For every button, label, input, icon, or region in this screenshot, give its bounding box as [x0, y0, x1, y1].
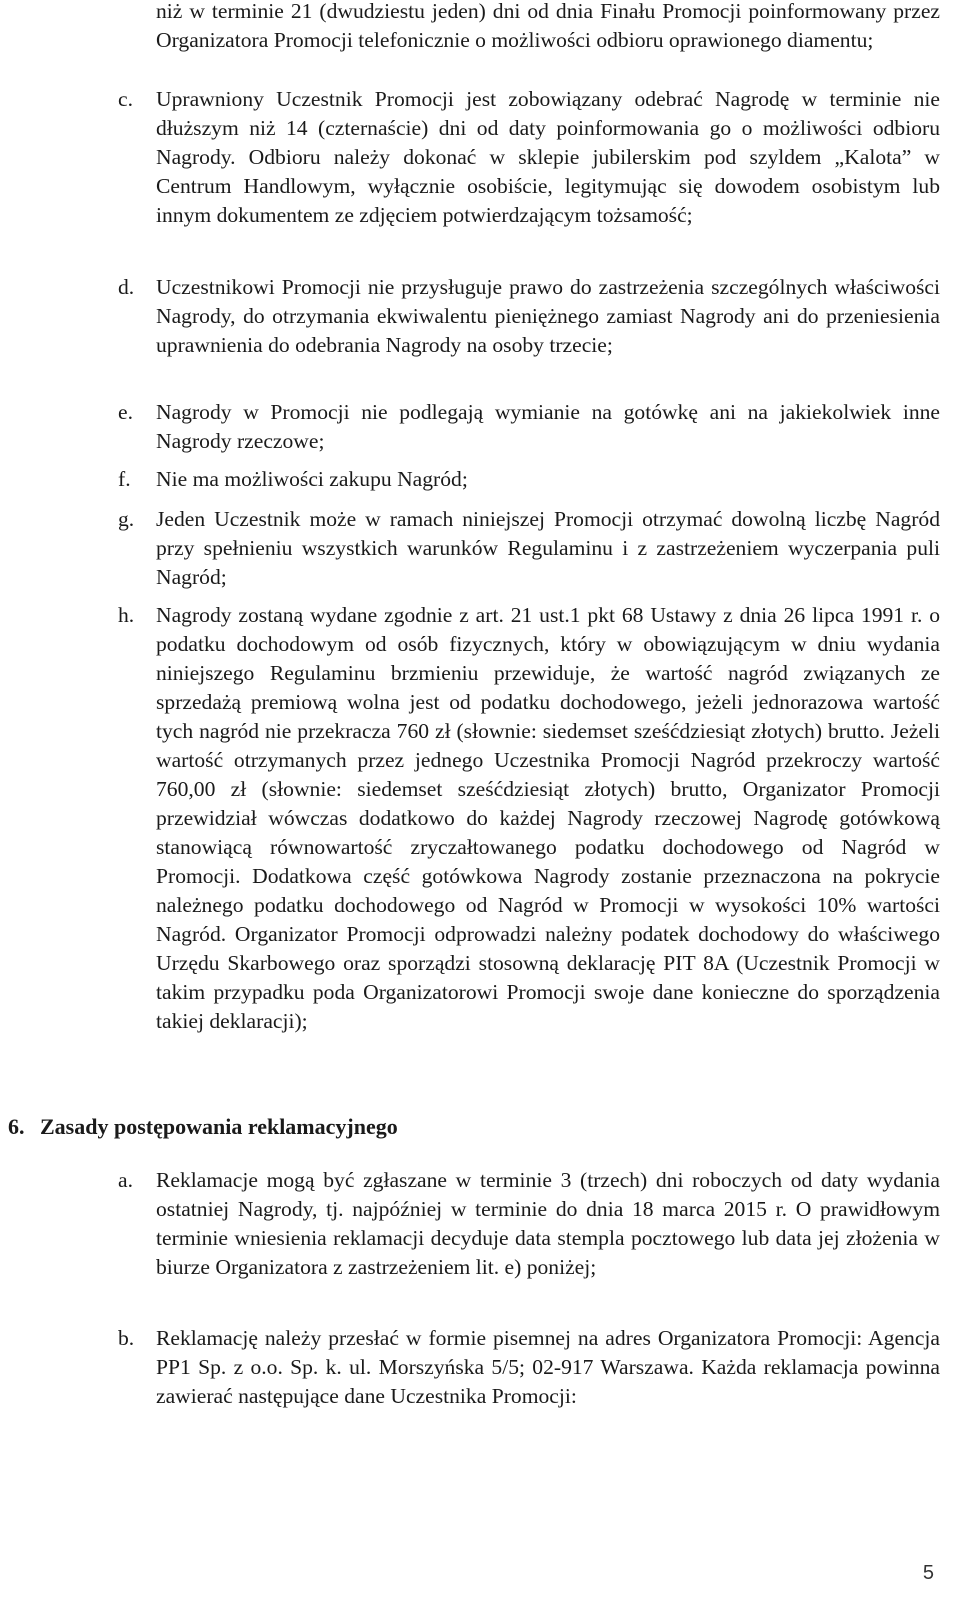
- list-item-f: [118, 465, 940, 494]
- list-marker: h.: [118, 603, 135, 627]
- list-item-text: Reklamacje mogą być zgłaszane w terminie 3 (trzech) dni roboczych od daty wydania ostatniej Nagrody, tj. najpóźniej w terminie do dnia 18 marca 2015 r. O prawidłowym terminie wniesienia reklamacji decyduje data stempla pocztowego lub data jej złożenia w biurze Organizatora z zastrzeżeniem lit. e) poniżej;: [156, 1168, 940, 1279]
- list-marker: e.: [118, 400, 133, 424]
- list-item-g: [118, 505, 940, 592]
- list-item-text: Nie ma możliwości zakupu Nagród;: [156, 467, 468, 491]
- list-item-text: Nagrody w Promocji nie podlegają wymianie na gotówkę ani na jakiekolwiek inne Nagrody rzeczowe;: [156, 400, 940, 453]
- section-item-a: [118, 1166, 940, 1282]
- list-item-text: Uprawniony Uczestnik Promocji jest zobowiązany odebrać Nagrodę w terminie nie dłuższym niż 14 (czternaście) dni od daty poinformowania go o możliwości odbioru Nagrody. Odbioru należy dokonać w sklepie jubilerskim pod szyldem „Kalota” w Centrum Handlowym, wyłącznie osobiście, legitymując się dowodem osobistym lub innym dokumentem ze zdjęciem potwierdzającym tożsamość;: [156, 87, 940, 227]
- section-title: Zasady postępowania reklamacyjnego: [40, 1114, 398, 1139]
- page-number: 5: [922, 1562, 934, 1584]
- list-marker: d.: [118, 275, 135, 299]
- list-item-text: Uczestnikowi Promocji nie przysługuje prawo do zastrzeżenia szczególnych właściwości Nagrody, do otrzymania ekwiwalentu pieniężnego zamiast Nagrody ani do przeniesienia uprawnienia do odebrania Nagrody na osoby trzecie;: [156, 275, 940, 357]
- list-marker: c.: [118, 87, 133, 111]
- section-number: 6.: [8, 1114, 25, 1139]
- section-item-b: [118, 1324, 940, 1411]
- list-item-text: Nagrody zostaną wydane zgodnie z art. 21 ust.1 pkt 68 Ustawy z dnia 26 lipca 1991 r. o podatku dochodowym od osób fizycznych, który w obowiązującym w dniu wydania niniejszego Regulaminu brzmieniu przewiduje, że wartość nagród związanych ze sprzedażą premiową wolna jest od podatku dochodowego, jeżeli jednorazowa wartość tych nagród nie przekracza 760 zł (słownie: siedemset sześćdziesiąt złotych) brutto. Jeżeli wartość otrzymanych przez jednego Uczestnika Promocji Nagród przekroczy wartość 760,00 zł (słownie: siedemset sześćdziesiąt złotych) brutto, Organizator Promocji przewidział wówczas dodatkowo do każdej Nagrody rzeczowej Nagrodę gotówkową stanowiącą równowartość zryczałtowanego podatku dochodowego od Nagród w Promocji. Dodatkowa część gotówkowa Nagrody zostanie przeznaczona na pokrycie należnego podatku dochodowego od Nagród w Promocji w wysokości 10% wartości Nagród. Organizator Promocji odprowadzi należny podatek dochodowy do właściwego Urzędu Skarbowego oraz sporządzi stosowną deklarację PIT 8A (Uczestnik Promocji w takim przypadku poda Organizatorowi Promocji swoje dane konieczne do sporządzenia takiej deklaracji);: [156, 603, 940, 1033]
- list-item-h: [118, 601, 940, 1036]
- section-heading: [8, 1112, 398, 1142]
- list-marker: a.: [118, 1168, 133, 1192]
- continued-paragraph: niż w terminie 21 (dwudziestu jeden) dni od dnia Finału Promocji poinformowany przez Organizatora Promocji telefonicznie o możliwości odbioru oprawionego diamentu;: [156, 0, 940, 52]
- list-item-d: [118, 273, 940, 360]
- list-item-c: [118, 85, 940, 230]
- list-item-e: [118, 398, 940, 456]
- list-marker: b.: [118, 1326, 135, 1350]
- list-item-text: Jeden Uczestnik może w ramach niniejszej Promocji otrzymać dowolną liczbę Nagród przy spełnieniu wszystkich warunków Regulaminu i z zastrzeżeniem wyczerpania puli Nagród;: [156, 507, 940, 589]
- list-item-text: Reklamację należy przesłać w formie pisemnej na adres Organizatora Promocji: Agencja PP1 Sp. z o.o. Sp. k. ul. Morszyńska 5/5; 02-917 Warszawa. Każda reklamacja powinna zawierać następujące dane Uczestnika Promocji:: [156, 1326, 940, 1408]
- list-marker: f.: [118, 467, 131, 491]
- list-marker: g.: [118, 507, 135, 531]
